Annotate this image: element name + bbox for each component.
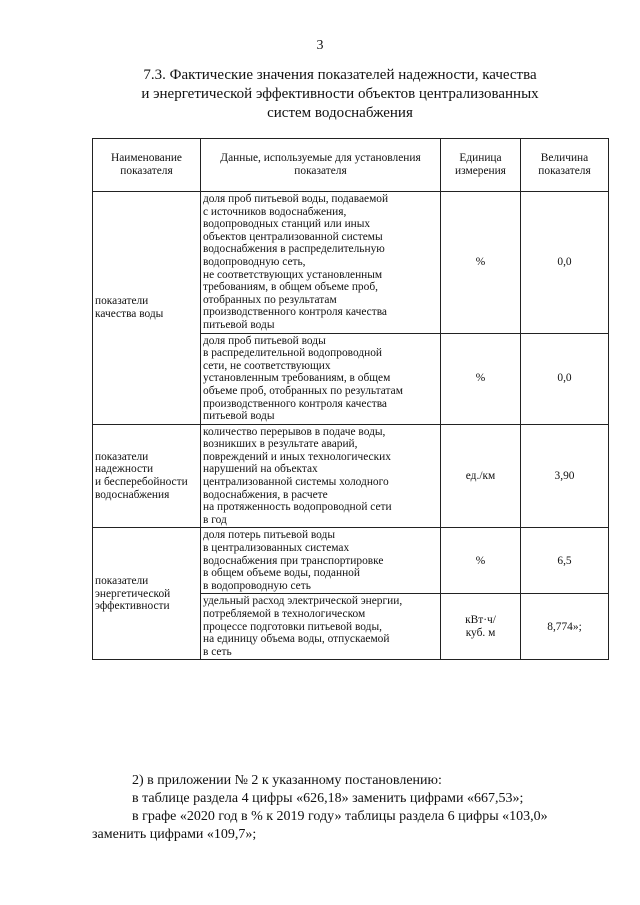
source-data-cell (201, 424, 441, 528)
source-data-line: в распределительной водопроводной (203, 347, 383, 360)
source-data-line: водоснабжения при транспортировке (203, 554, 384, 567)
indicator-name-line: показатели (95, 575, 149, 588)
unit-line: кВт·ч/ (465, 614, 496, 627)
table-row (93, 424, 609, 528)
source-data-cell (201, 528, 441, 594)
source-data-cell (201, 594, 441, 660)
header-line: Единица (459, 152, 502, 165)
table-body (93, 192, 609, 660)
value-cell: 0,0 (521, 192, 609, 334)
header-line: показателя (294, 165, 347, 177)
header-source-data (201, 139, 441, 192)
value-cell: 6,5 (521, 528, 609, 594)
indicator-name-line: и бесперебойности (95, 476, 188, 489)
source-data-line: нарушений на объектах (203, 463, 318, 476)
indicators-table (92, 138, 609, 660)
section-title (110, 66, 570, 123)
source-data-cell (201, 192, 441, 334)
source-data-line: водоснабжения в распределительную (203, 243, 385, 256)
amendment-item-2: 2) в приложении № 2 к указанному постановлению: (132, 773, 442, 788)
amendments (92, 772, 592, 844)
source-data-line: повреждений и иных технологических (203, 450, 391, 463)
unit-line: куб. м (465, 626, 496, 639)
header-line: измерения (455, 165, 506, 177)
indicator-name-cell (93, 424, 201, 528)
source-data-line: доля проб питьевой воды (203, 334, 326, 347)
header-line: показателя (538, 165, 591, 177)
unit-cell (441, 333, 521, 424)
source-data-line: установленным требованиям, в общем (203, 372, 391, 385)
source-data-line: объеме проб, отобранных по результатам (203, 384, 403, 397)
source-data-line: доля потерь питьевой воды (203, 529, 335, 542)
section-title-line-1: 7.3. Фактические значения показателей надежности, качества (143, 67, 537, 83)
indicator-name-line: надежности (95, 463, 154, 476)
source-data-line: сети, не соответствующих (203, 359, 331, 372)
source-data-line: водопроводную сеть, (203, 255, 306, 268)
value-cell: 3,90 (521, 424, 609, 528)
source-data-line: в централизованных системах (203, 542, 350, 555)
source-data-line: водоснабжения, в расчете (203, 488, 328, 501)
source-data-line: водопроводных станций или иных (203, 218, 371, 231)
source-data-cell (201, 333, 441, 424)
amendment-table-4: в таблице раздела 4 цифры «626,18» заменить цифрами «667,53»; (132, 791, 524, 806)
source-data-line: питьевой воды (203, 318, 275, 331)
amendment-column-line-2: заменить цифрами «109,7»; (92, 827, 257, 842)
source-data-line: количество перерывов в подаче воды, (203, 425, 386, 438)
source-data-line: не соответствующих установленным (203, 268, 383, 281)
source-data-line: централизованной системы холодного (203, 476, 389, 489)
header-line: Величина (540, 152, 589, 165)
source-data-line: доля проб питьевой воды, подаваемой (203, 193, 389, 205)
unit-cell (441, 528, 521, 594)
header-unit (441, 139, 521, 192)
unit-line: ед./км (465, 469, 496, 482)
header-line: показателя (120, 165, 173, 177)
source-data-line: в общем объеме воды, поданной (203, 567, 360, 580)
header-line: Наименование (111, 152, 182, 165)
source-data-line: объектов централизованной системы (203, 230, 383, 243)
indicator-name-cell (93, 528, 201, 660)
indicator-name-line: качества воды (95, 307, 164, 320)
table-header-row (93, 139, 609, 192)
indicator-name-line: водоснабжения (95, 488, 170, 501)
header-line: Данные, используемые для установления (220, 152, 421, 165)
page-number: 3 (316, 38, 324, 53)
unit-cell (441, 594, 521, 660)
unit-line: % (475, 255, 486, 268)
source-data-line: удельный расход электрической энергии, (203, 595, 403, 608)
header-value (521, 139, 609, 192)
source-data-line: требованиям, в общем объеме проб, (203, 281, 378, 294)
source-data-line: в сеть (203, 645, 232, 658)
value-cell: 0,0 (521, 333, 609, 424)
header-indicator-name (93, 139, 201, 192)
source-data-line: в год (203, 513, 227, 526)
indicator-name-cell (93, 192, 201, 425)
table-row (93, 192, 609, 334)
value-cell: 8,774»; (521, 594, 609, 660)
source-data-line: в водопроводную сеть (203, 579, 311, 592)
source-data-line: питьевой воды (203, 410, 275, 423)
unit-cell (441, 192, 521, 334)
indicator-name-line: показатели (95, 450, 149, 463)
source-data-line: на единицу объема воды, отпускаемой (203, 633, 390, 646)
unit-line: % (475, 554, 486, 567)
source-data-line: на протяженность водопроводной сети (203, 501, 392, 514)
indicator-name-line: показатели (95, 295, 149, 308)
table-row (93, 528, 609, 594)
source-data-line: производственного контроля качества (203, 306, 387, 319)
indicator-name-line: эффективности (95, 600, 170, 613)
source-data-line: возникших в результате аварий, (203, 438, 358, 451)
amendment-column-line-1: в графе «2020 год в % к 2019 году» таблицы раздела 6 цифры «103,0» (132, 809, 548, 824)
indicator-name-line: энергетической (95, 587, 171, 600)
source-data-line: производственного контроля качества (203, 397, 387, 410)
source-data-line: потребляемой в технологическом (203, 608, 366, 620)
source-data-line: отобранных по результатам (203, 293, 337, 306)
source-data-line: с источников водоснабжения, (203, 205, 347, 218)
section-title-line-2: и энергетической эффективности объектов централизованных (141, 86, 539, 102)
source-data-line: процессе подготовки питьевой воды, (203, 620, 382, 633)
section-title-line-3: систем водоснабжения (267, 105, 413, 121)
unit-line: % (475, 372, 486, 385)
unit-cell (441, 424, 521, 528)
